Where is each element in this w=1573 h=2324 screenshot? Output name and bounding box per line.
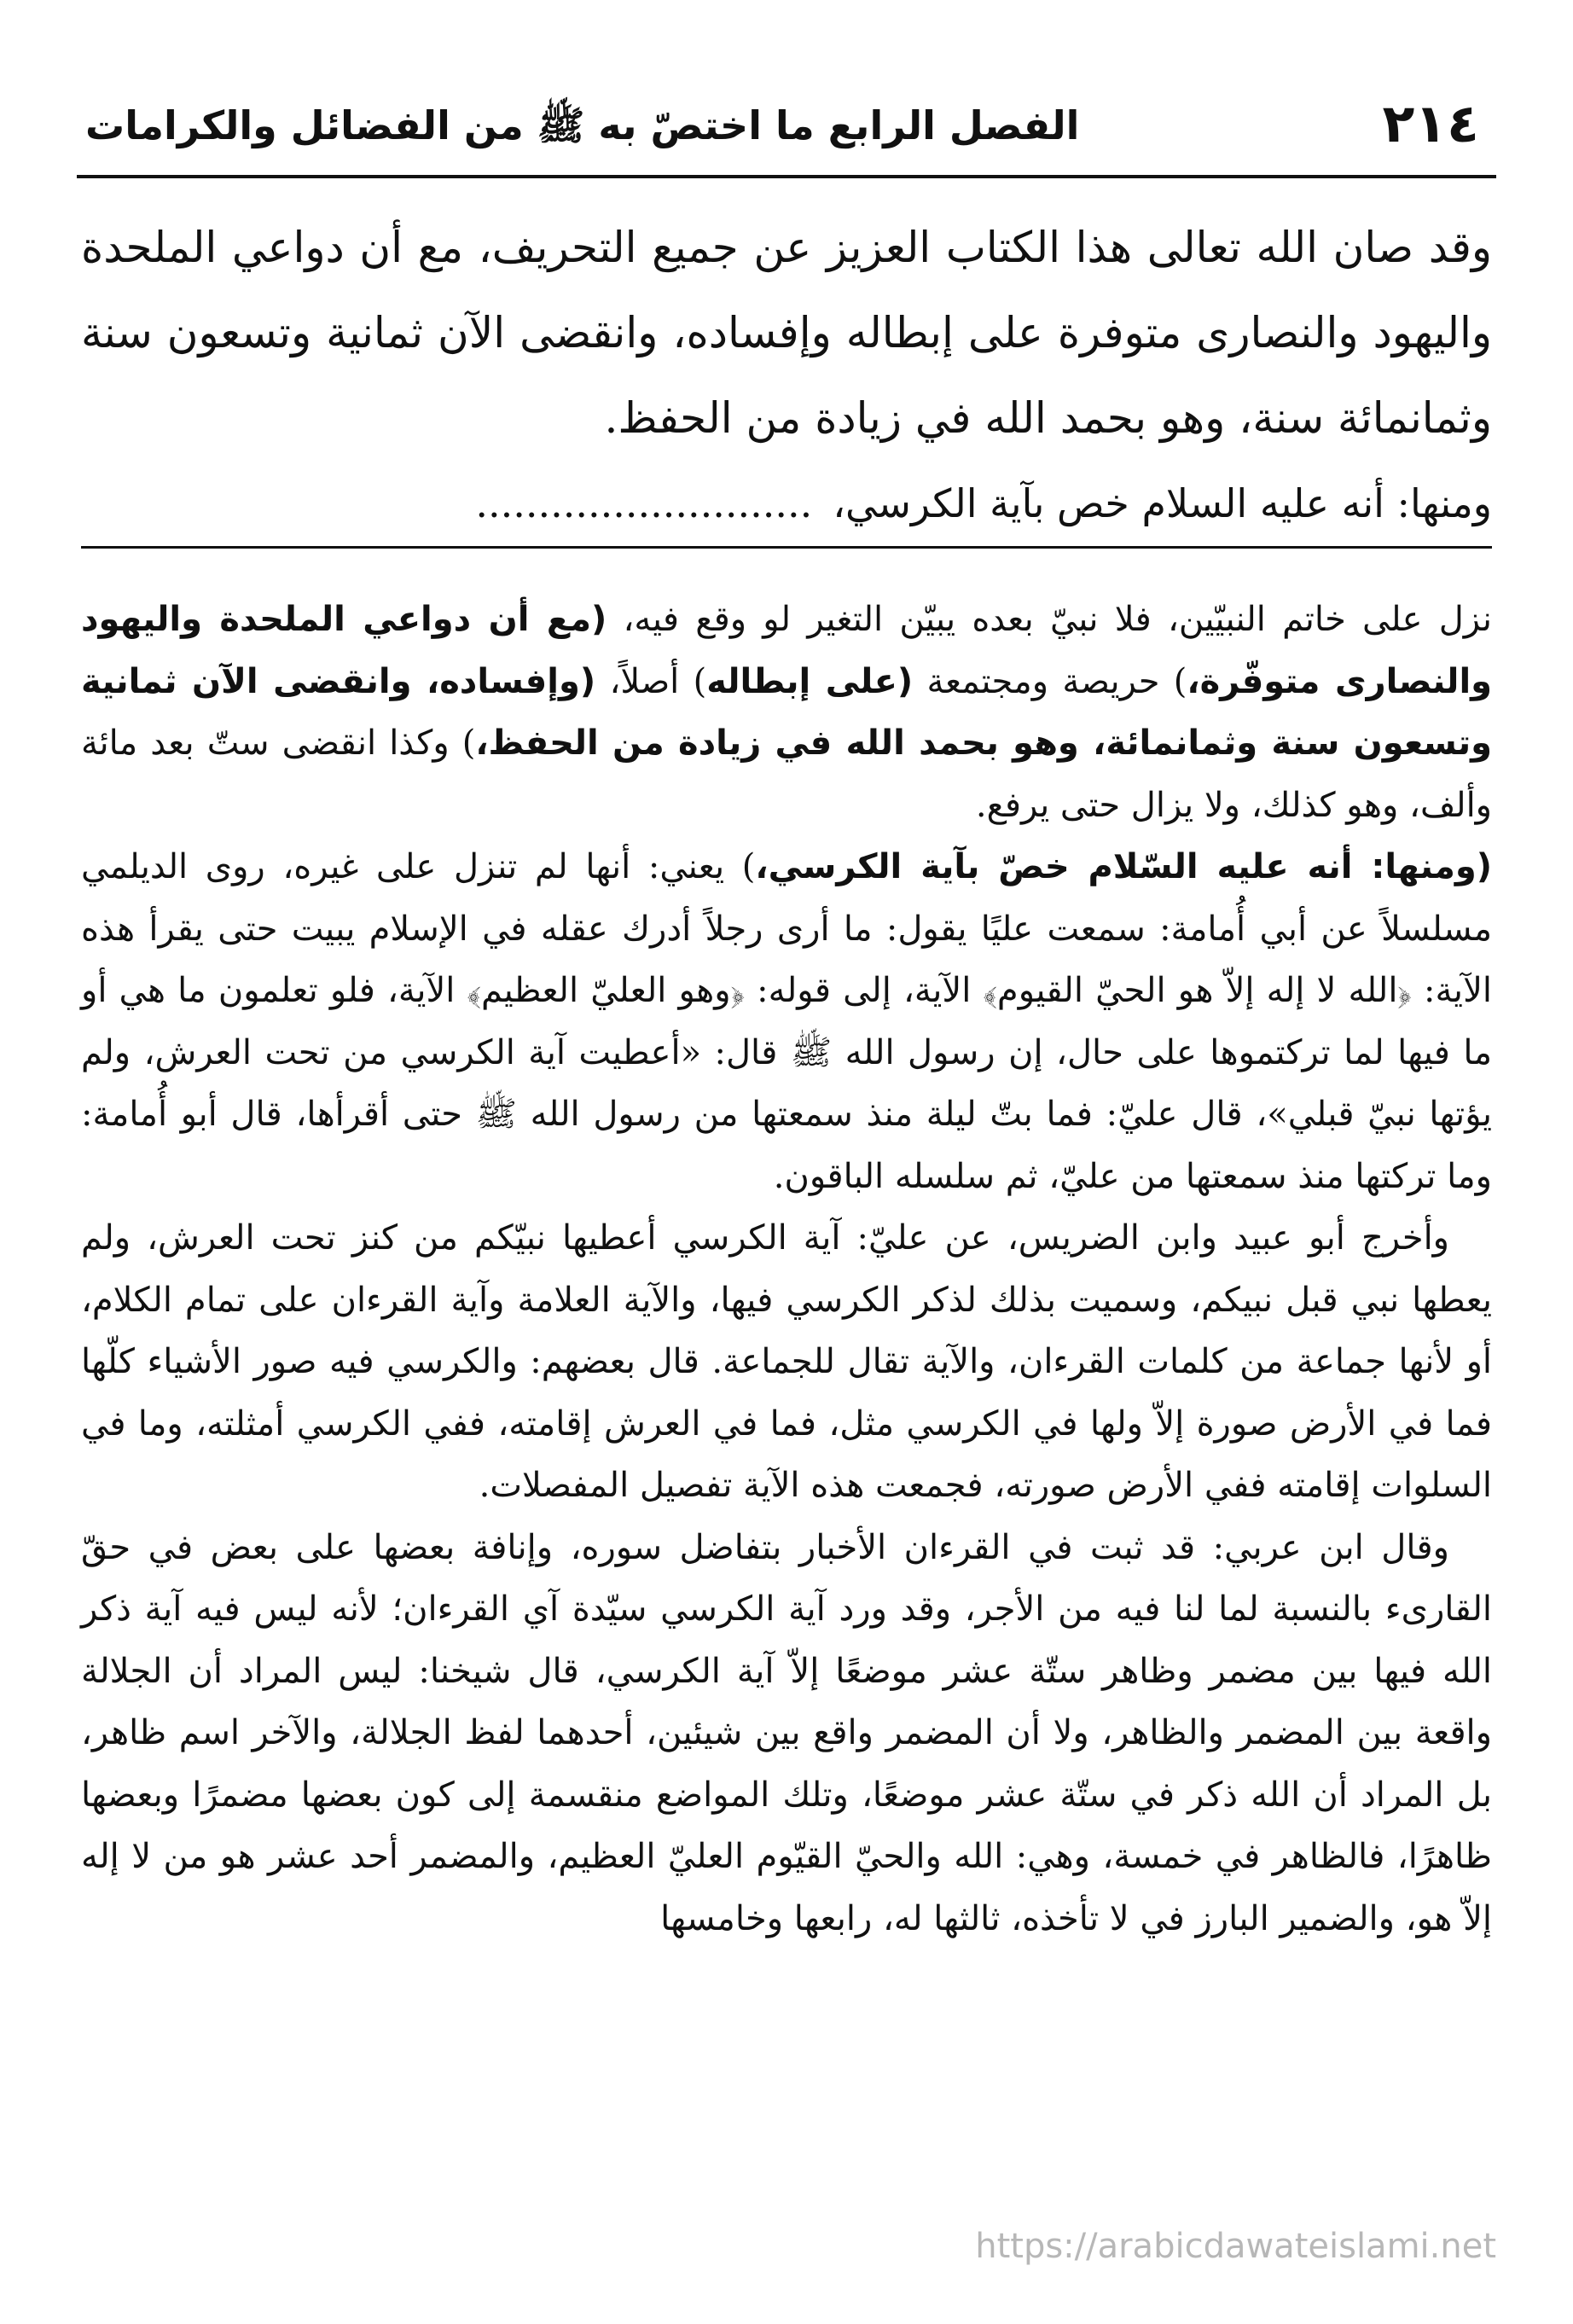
commentary-text: ) حريصة ومجتمعة (913, 661, 1187, 701)
quoted-matn: (وإفساده، وانقضى الآن ثمانية وتسعون سنة وثمانمائة، وهو بحمد الله في زيادة من الحفظ، (81, 661, 1492, 763)
commentary-text: ) وكذا انقضى ستّ بعد مائة وألف، وهو كذلك، ولا يزال حتى يرفع. (81, 723, 1492, 825)
source-watermark: https://arabicdawateislami.net (975, 2227, 1496, 2266)
commentary-paragraph-1 (81, 589, 1492, 836)
commentary-paragraph-4: وقال ابن عربي: قد ثبت في القرءان الأخبار بتفاضل سوره، وإنافة بعضها على بعض في حقّ القارىء بالنسبة لما لنا فيه من الأجر، وقد ورد آية الكرسي سيّدة آي القرءان؛ لأنه ليس فيه آية ذكر الله فيها بين مضمر وظاهر ستّة عشر موضعًا إلاّ آية الكرسي، قال شيخنا: ليس المراد أن الجلالة واقعة بين المضمر والظاهر، ولا أن المضمر واقع بين شيئين، أحدهما لفظ الجلالة، والآخر اسم ظاهر، بل المراد أن الله ذكر في ستّة عشر موضعًا، وتلك المواضع منقسمة إلى كون بعضها مضمرًا وبعضها ظاهرًا، فالظاهر في خمسة، وهي: الله والحيّ القيّوم العليّ العظيم، والمضمر أحد عشر هو من لا إله إلاّ هو، والضمير البارز في لا تأخذه، ثالثها له، رابعها وخامسها (81, 1527, 1492, 1938)
page-number: ٢١٤ (1382, 92, 1479, 154)
quoted-matn: (ومنها: أنه عليه السّلام خصّ بآية الكرسي، (755, 847, 1493, 886)
lemma-text: ومنها: أنه عليه السلام خص بآية الكرسي، (833, 480, 1492, 526)
main-text (81, 205, 1492, 461)
commentary-text: نزل على خاتم النبيّين، فلا نبيّ بعده يبيّن التغير لو وقع فيه، (607, 600, 1492, 639)
header-rule (77, 175, 1496, 178)
separator-rule (81, 546, 1492, 549)
commentary (81, 589, 1492, 1949)
dotted-leader: ........................... (475, 480, 813, 526)
quoted-matn: (مع أن دواعي الملحدة واليهود والنصارى متوفّرة، (81, 600, 1493, 701)
commentary-text: ) أصلاً، (595, 661, 707, 701)
commentary-paragraph-2 (81, 836, 1492, 1207)
page-header (77, 81, 1496, 175)
commentary-paragraph-3: وأخرج أبو عبيد وابن الضريس، عن عليّ: آية الكرسي أعطيها نبيّكم من كنز تحت العرش، ولم يعطها نبي قبل نبيكم، وسميت بذلك لذكر الكرسي فيها، والآية العلامة وآية القرءان على تمام الكلام، أو لأنها جماعة من كلمات القرءان، والآية تقال للجماعة. قال بعضهم: والكرسي فيه صور الأشياء كلّها فما في الأرض صورة إلاّ ولها في الكرسي مثل، فما في العرش إقامته، ففي الكرسي أمثلته، وما في السلوات إقامته ففي الأرض صورته، فجمعت هذه الآية تفصيل المفصلات. (81, 1218, 1493, 1505)
running-title: الفصل الرابع ما اختصّ به ﷺ من الفضائل والكرامات (85, 102, 1080, 148)
main-paragraph: وقد صان الله تعالى هذا الكتاب العزيز عن جميع التحريف، مع أن دواعي الملحدة واليهود والنصارى متوفرة على إبطاله وإفساده، وانقضى الآن ثمانية وتسعون سنة وثمانمائة سنة، وهو بحمد الله في زيادة من الحفظ. (81, 223, 1492, 443)
commentary-text: ) يعني: أنها لم تنزل على غيره، روى الديلمي مسلسلاً عن أبي أُمامة: سمعت عليًا يقول: ما أرى رجلاً أدرك عقله في الإسلام يبيت حتى يقرأ هذه الآية: ﴿الله لا إله إلاّ هو الحيّ القيوم﴾ الآية، إلى قوله: ﴿وهو العليّ العظيم﴾ الآية، فلو تعلمون ما هي أو ما فيها لما تركتموها على حال، إن رسول الله ﷺ قال: «أعطيت آية الكرسي من تحت العرش، ولم يؤتها نبيّ قبلي»، قال عليّ: فما بتّ ليلة منذ سمعتها من رسول الله ﷺ حتى أقرأها، قال أبو أُمامة: وما تركتها منذ سمعتها من عليّ، ثم سلسله الباقون. (81, 847, 1493, 1196)
quoted-matn: (على إبطاله (706, 661, 914, 701)
main-lemma (81, 465, 1492, 542)
